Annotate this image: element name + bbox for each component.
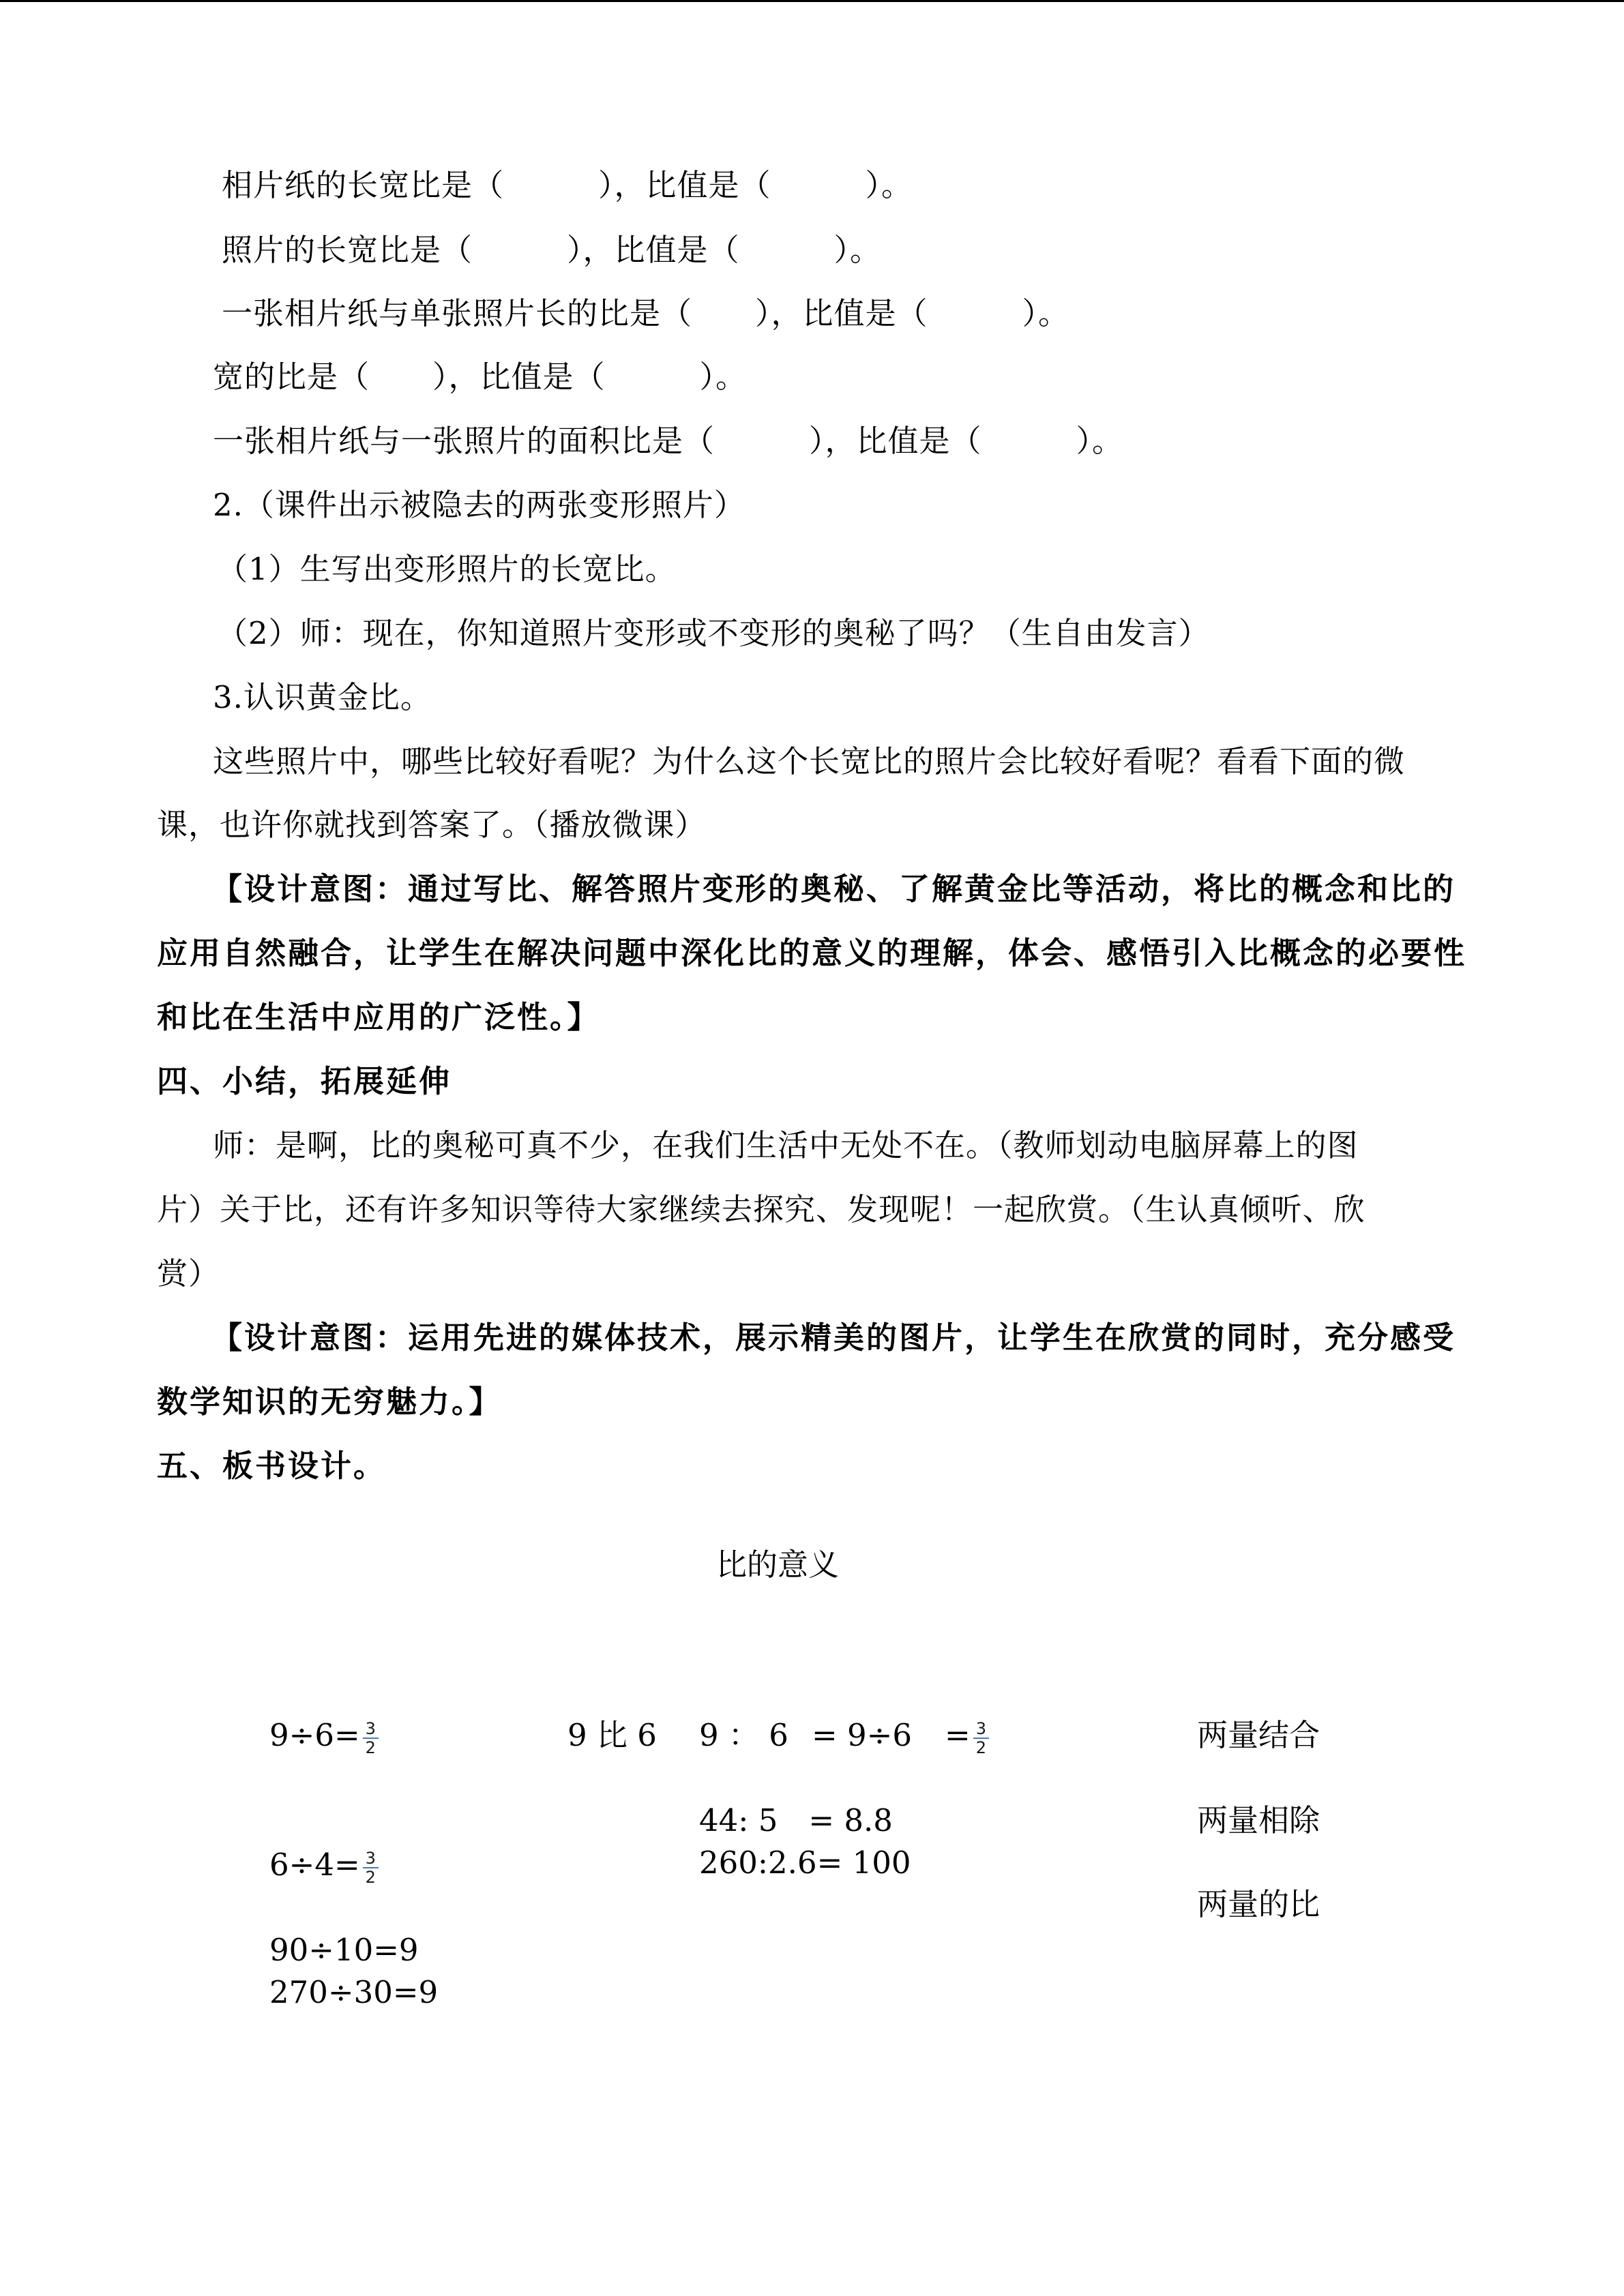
design-intent-2-line-2: 数学知识的无穷魅力。】 bbox=[157, 1384, 502, 1420]
paragraph-width-ratio: 宽的比是（ ），比值是（ ）。 bbox=[213, 359, 748, 395]
fraction-denominator: 2 bbox=[365, 1738, 376, 1757]
paragraph-step-2: 2.（课件出示被隐去的两张变形照片） bbox=[213, 487, 745, 523]
fraction-three-halves bbox=[363, 1849, 379, 1886]
fraction-numerator: 3 bbox=[363, 1849, 379, 1868]
fraction-three-halves bbox=[973, 1720, 989, 1757]
board-ratio-3: 260:2.6= 100 bbox=[699, 1845, 911, 1881]
fraction-three-halves bbox=[363, 1720, 379, 1757]
paragraph-golden-ratio-1: 这些照片中，哪些比较好看呢？为什么这个长宽比的照片会比较好看呢？看看下面的微 bbox=[213, 743, 1406, 779]
board-ratio-1c bbox=[945, 1715, 989, 1757]
fraction-denominator: 2 bbox=[975, 1738, 986, 1757]
board-concept-3: 两量的比 bbox=[1197, 1886, 1320, 1922]
board-equation-3: 90÷10=9 bbox=[269, 1932, 419, 1968]
board-equation-1 bbox=[269, 1715, 379, 1757]
design-intent-1-line-2: 应用自然融合，让学生在解决问题中深化比的意义的理解，体会、感悟引入比概念的必要性 bbox=[157, 935, 1467, 971]
board-concept-2: 两量相除 bbox=[1197, 1802, 1320, 1838]
paragraph-photo-ratio: 照片的长宽比是（ ），比值是（ ）。 bbox=[222, 232, 882, 268]
design-intent-1-line-3: 和比在生活中应用的广泛性。】 bbox=[157, 999, 600, 1035]
fraction-numerator: 3 bbox=[363, 1720, 379, 1739]
board-ratio-1a: 9 ： 6 bbox=[699, 1717, 788, 1753]
board-ratio-1c-text: = bbox=[945, 1717, 971, 1753]
paragraph-summary-1: 师：是啊，比的奥秘可真不少，在我们生活中无处不在。（教师划动电脑屏幕上的图 bbox=[213, 1127, 1359, 1163]
paragraph-length-ratio: 一张相片纸与单张照片长的比是（ ），比值是（ ）。 bbox=[222, 295, 1070, 331]
paragraph-golden-ratio-2: 课，也许你就找到答案了。（播放微课） bbox=[157, 807, 707, 843]
fraction-numerator: 3 bbox=[973, 1720, 989, 1739]
paragraph-summary-2: 片）关于比，还有许多知识等待大家继续去探究、发现呢！一起欣赏。（生认真倾听、欣 bbox=[157, 1191, 1365, 1227]
board-equation-1-text: 9÷6= bbox=[269, 1717, 360, 1753]
paragraph-summary-3: 赏） bbox=[157, 1255, 220, 1292]
design-intent-1-line-1: 【设计意图：通过写比、解答照片变形的奥秘、了解黄金比等活动，将比的概念和比的 bbox=[211, 871, 1456, 907]
paragraph-step-2-1: （1）生写出变形照片的长宽比。 bbox=[217, 551, 677, 587]
paragraph-photo-paper-ratio: 相片纸的长宽比是（ ），比值是（ ）。 bbox=[222, 167, 913, 203]
board-equation-2 bbox=[269, 1845, 379, 1886]
paragraph-step-2-2: （2）师：现在，你知道照片变形或不变形的奥秘了吗？（生自由发言） bbox=[217, 615, 1210, 651]
board-equation-4: 270÷30=9 bbox=[269, 1974, 439, 2010]
paragraph-step-3: 3.认识黄金比。 bbox=[213, 679, 432, 715]
design-intent-2-line-1: 【设计意图：运用先进的媒体技术，展示精美的图片，让学生在欣赏的同时，充分感受 bbox=[211, 1320, 1456, 1356]
section-heading-5: 五、板书设计。 bbox=[157, 1448, 387, 1484]
board-ratio-1b: = 9÷6 bbox=[812, 1717, 912, 1753]
page-top-border bbox=[0, 0, 1624, 2]
board-concept-1: 两量结合 bbox=[1197, 1717, 1320, 1753]
board-ratio-label: 9 比 6 bbox=[567, 1717, 657, 1753]
fraction-denominator: 2 bbox=[365, 1867, 376, 1887]
board-ratio-2: 44: 5 = 8.8 bbox=[699, 1802, 893, 1838]
board-title: 比的意义 bbox=[716, 1547, 840, 1583]
paragraph-area-ratio: 一张相片纸与一张照片的面积比是（ ），比值是（ ）。 bbox=[213, 423, 1124, 459]
section-heading-4: 四、小结，拓展延伸 bbox=[157, 1063, 452, 1099]
board-equation-2-text: 6÷4= bbox=[269, 1847, 360, 1883]
